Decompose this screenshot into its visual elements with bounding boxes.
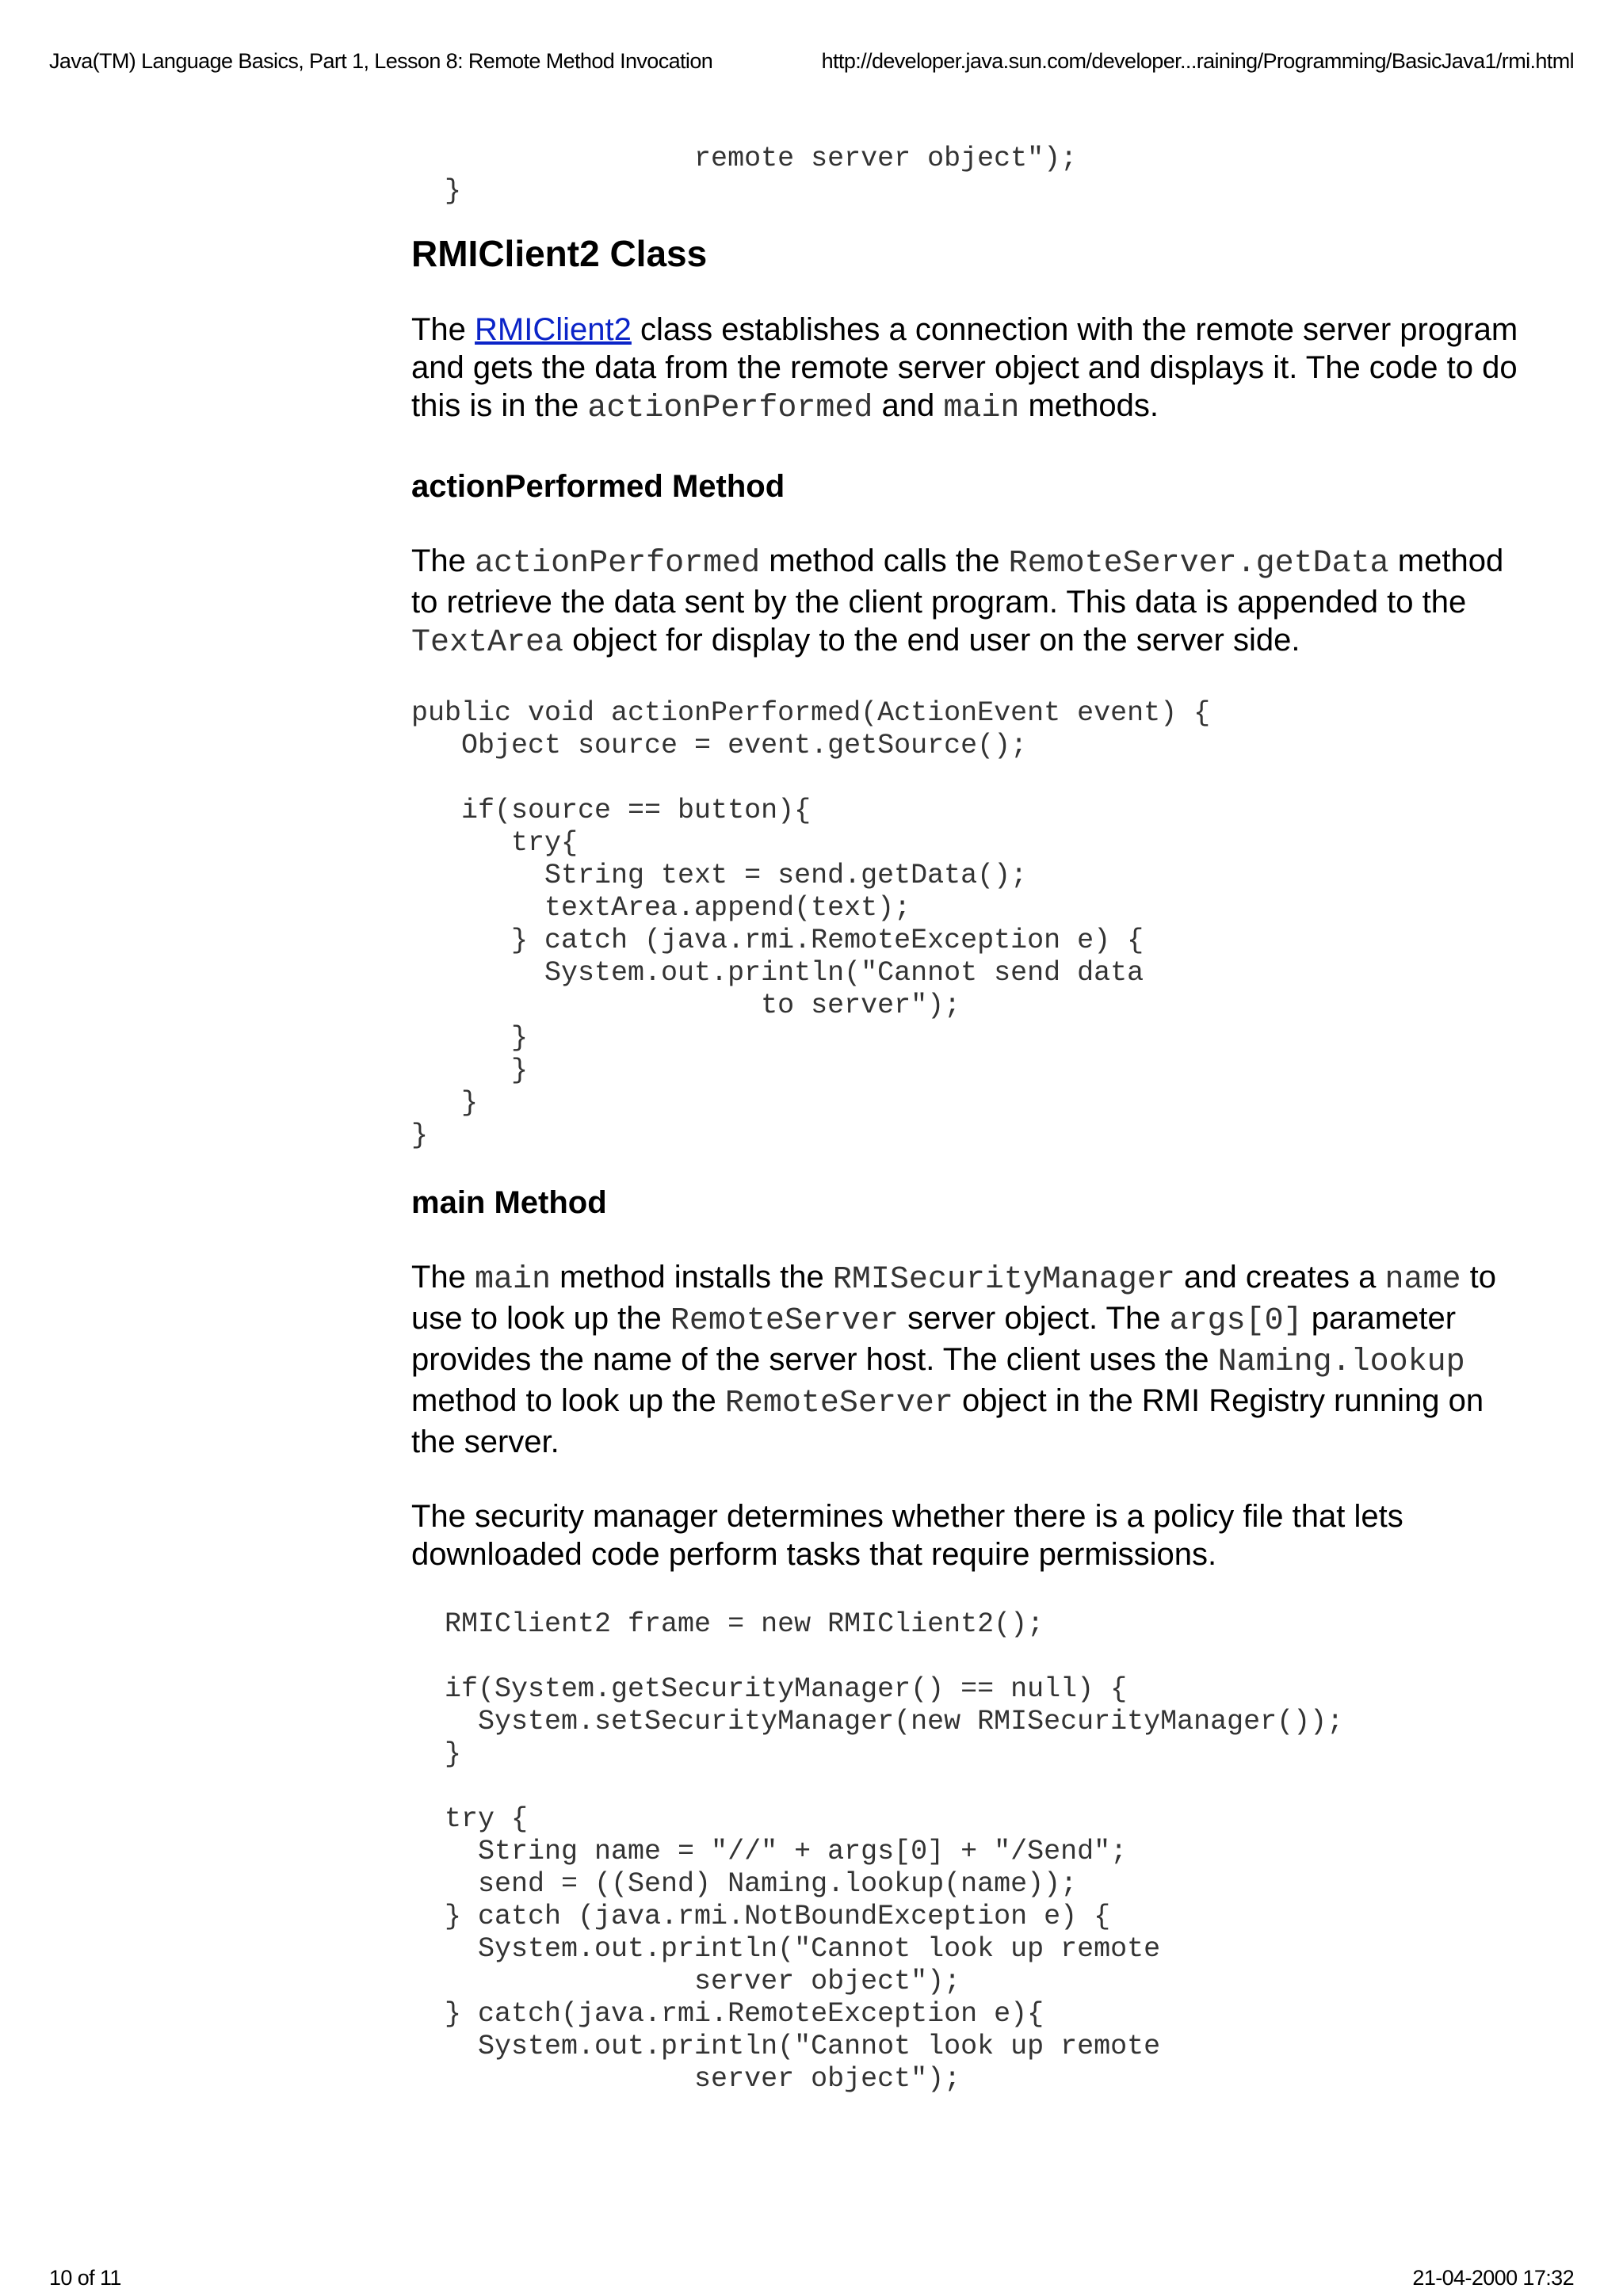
header-page-title: Java(TM) Language Basics, Part 1, Lesson 8: Remote Method Invocation — [49, 49, 713, 73]
actionperformed-paragraph: The actionPerformed method calls the RemoteServer.getData method to retrieve the data sent by the client program. This data is appended to the TextArea object for display to the end user on the server side. — [411, 543, 1504, 661]
page-content — [411, 143, 1521, 2096]
rmiclient2-paragraph: The RMIClient2 class establishes a connection with the remote server program and gets the data from the remote server object and displays it. The code to do this is in the actionPerformed and main methods. — [411, 312, 1518, 426]
rmiclient2-link[interactable]: RMIClient2 — [475, 312, 632, 347]
code-block-top: remote server object"); } — [445, 143, 1078, 207]
header-url: http://developer.java.sun.com/developer...raining/Programming/BasicJava1/rmi.html — [821, 49, 1574, 73]
heading-rmiclient2-class: RMIClient2 Class — [411, 233, 708, 274]
code-block-main: RMIClient2 frame = new RMIClient2(); if(System.getSecurityManager() == null) { System.setSecurityManager(new RMISecurityManager()); } try { String name = "//" + args[0] + "/Send"; send = ((Send) Naming.lookup(name)); } catch (java.rmi.NotBoundException e) { System.out.println("Cannot look up remote server object"); } catch(java.rmi.RemoteException e){ System.out.println("Cannot look up remote server object"); — [445, 1608, 1344, 2095]
heading-actionperformed-method: actionPerformed Method — [411, 469, 785, 504]
footer-timestamp: 21-04-2000 17:32 — [1412, 2266, 1574, 2290]
code-block-actionperformed: public void actionPerformed(ActionEvent event) { Object source = event.getSource(); if(source == button){ try{ String text = send.getData(); textArea.append(text); } catch (java.rmi.RemoteException e) { System.out.println("Cannot send data to server"); } } } } — [411, 697, 1211, 1151]
main-method-paragraph: The main method installs the RMISecurityManager and creates a name to use to look up the RemoteServer server object. The args[0] parameter provides the name of the server host. The client uses the Naming.lookup method to look up the RemoteServer object in the RMI Registry running on the server. — [411, 1260, 1496, 1459]
security-manager-paragraph: The security manager determines whether there is a policy file that lets downloaded code perform tasks that require permissions. — [411, 1499, 1403, 1572]
footer-page-number: 10 of 11 — [49, 2266, 121, 2290]
heading-main-method: main Method — [411, 1185, 607, 1220]
